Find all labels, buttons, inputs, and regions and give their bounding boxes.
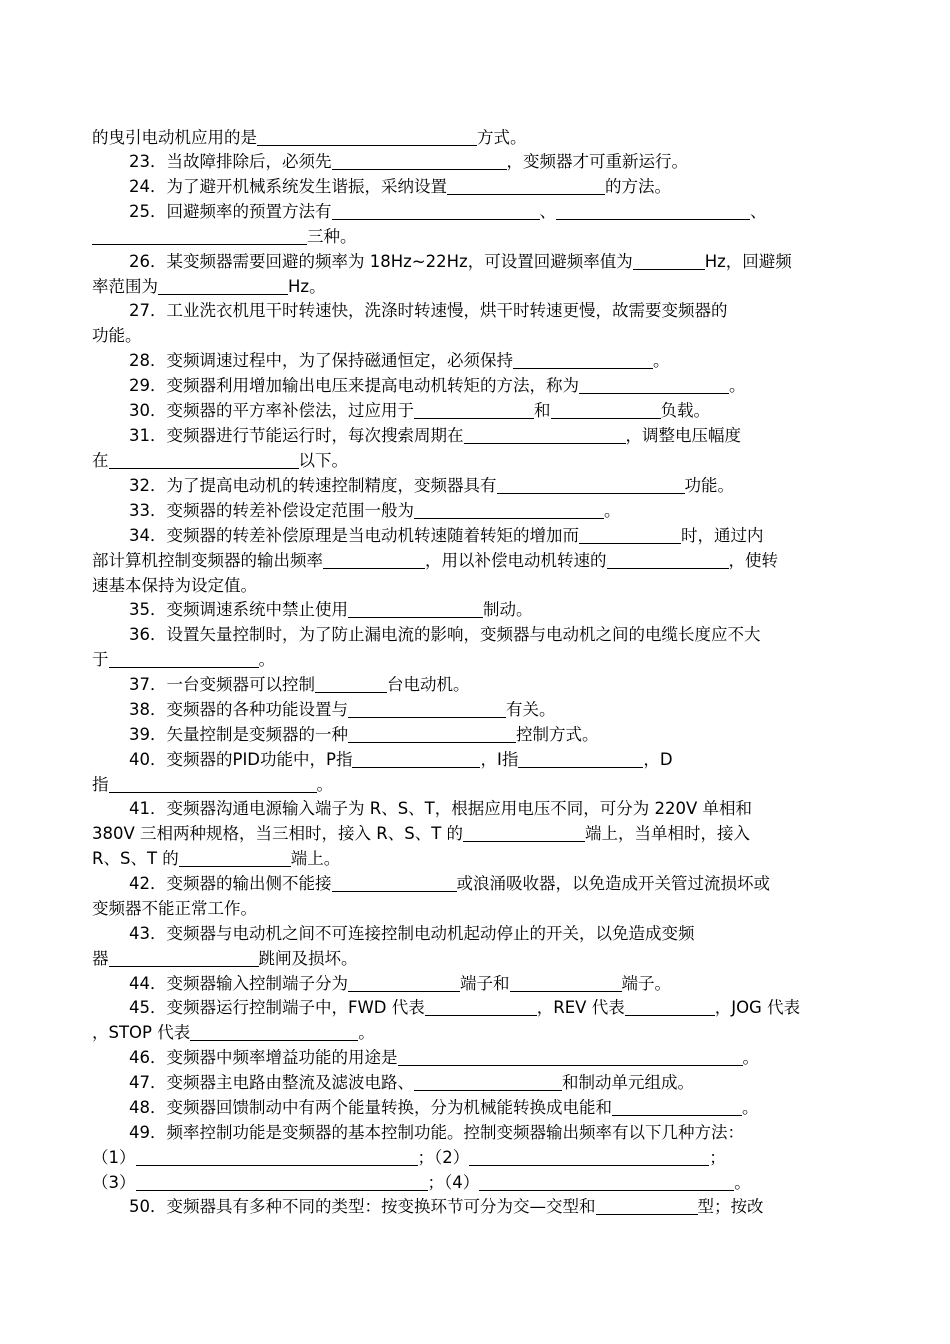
line-text: 变频器不能正常工作。 <box>92 899 257 918</box>
text-line <box>92 574 257 598</box>
fill-in-blank[interactable] <box>414 1072 562 1091</box>
text-line <box>92 947 358 971</box>
fill-in-blank[interactable] <box>479 1172 734 1191</box>
line-text: 46．变频器中频率增益功能的用途是 <box>129 1048 398 1067</box>
text-line <box>92 275 326 299</box>
text-line <box>92 822 750 846</box>
line-text: 型；按改 <box>697 1197 764 1216</box>
fill-in-blank[interactable] <box>612 1097 742 1116</box>
text-line <box>92 773 333 797</box>
fill-in-blank[interactable] <box>92 226 307 245</box>
line-text: 、 <box>750 202 767 221</box>
fill-in-blank[interactable] <box>596 1196 698 1215</box>
text-line <box>129 200 767 224</box>
line-text: ，用以补偿电动机转速的 <box>425 551 607 570</box>
text-line <box>129 797 752 821</box>
line-text: 34．变频器的转差补偿原理是当电动机转速随着转矩的增加而 <box>129 526 579 545</box>
text-line <box>129 349 670 373</box>
line-text: 功能。 <box>92 326 142 345</box>
text-line <box>129 598 533 622</box>
text-line <box>129 996 800 1020</box>
fill-in-blank[interactable] <box>607 550 729 569</box>
text-line <box>129 1096 759 1120</box>
line-text: ；（2） <box>417 1148 470 1167</box>
text-line <box>92 847 340 871</box>
fill-in-blank[interactable] <box>332 151 507 170</box>
fill-in-blank[interactable] <box>352 749 480 768</box>
line-text: 。 <box>729 376 746 395</box>
text-line <box>129 424 741 448</box>
fill-in-blank[interactable] <box>513 350 653 369</box>
text-line <box>129 1121 744 1145</box>
line-text: 。 <box>258 650 275 669</box>
line-text: 380V 三相两种规格，当三相时，接入 R、S、T 的 <box>92 824 464 843</box>
line-text: 速基本保持为设定值。 <box>92 576 257 595</box>
line-text: 率范围为 <box>92 277 158 296</box>
text-line <box>92 1146 726 1170</box>
fill-in-blank[interactable] <box>579 375 729 394</box>
text-line <box>92 225 357 249</box>
text-line <box>129 474 734 498</box>
line-text: 部计算机控制变频器的输出频率 <box>92 551 323 570</box>
fill-in-blank[interactable] <box>447 176 605 195</box>
line-text: 32．为了提高电动机的转速控制精度，变频器具有 <box>129 476 497 495</box>
line-text: 。 <box>742 1048 759 1067</box>
line-text: 41．变频器沟通电源输入端子为 R、S、T，根据应用电压不同，可分为 220V 单相和 <box>129 799 753 818</box>
line-text: 28．变频调速过程中，为了保持磁通恒定，必须保持 <box>129 351 513 370</box>
text-line <box>129 524 764 548</box>
text-line <box>92 126 527 150</box>
fill-in-blank[interactable] <box>136 1147 418 1166</box>
line-text: 50．变频器具有多种不同的类型：按变换环节可分为交—交型和 <box>129 1197 596 1216</box>
line-text: 的曳引电动机应用的是 <box>92 128 257 147</box>
line-text: 27．工业洗衣机甩干时转速快，洗涤时转速慢，烘干时转速更慢，故需要变频器的 <box>129 301 728 320</box>
line-text: （3） <box>92 1173 136 1192</box>
fill-in-blank[interactable] <box>257 127 477 146</box>
text-line <box>92 1021 375 1045</box>
fill-in-blank[interactable] <box>633 251 705 270</box>
text-line <box>129 673 470 697</box>
line-text: 台电动机。 <box>387 675 470 694</box>
line-text: Hz，回避频 <box>704 252 792 271</box>
line-text: 29．变频器利用增加输出电压来提高电动机转矩的方法，称为 <box>129 376 579 395</box>
fill-in-blank[interactable] <box>551 400 661 419</box>
line-text: 31．变频器进行节能运行时，每次搜索周期在 <box>129 426 464 445</box>
line-text: ；（4） <box>427 1173 480 1192</box>
line-text: ，STOP 代表 <box>92 1023 191 1042</box>
line-text: 于 <box>92 650 109 669</box>
line-text: 方式。 <box>477 128 527 147</box>
line-text: 。 <box>653 351 670 370</box>
line-text: 。 <box>358 1023 375 1042</box>
line-text: （1） <box>92 1148 136 1167</box>
text-line <box>129 1046 759 1070</box>
fill-in-blank[interactable] <box>414 400 534 419</box>
text-line <box>129 1195 764 1219</box>
text-line <box>129 150 688 174</box>
fill-in-blank[interactable] <box>497 475 685 494</box>
fill-in-blank[interactable] <box>518 749 643 768</box>
text-line <box>129 623 761 647</box>
line-text: 端子。 <box>621 974 671 993</box>
fill-in-blank[interactable] <box>109 450 299 469</box>
line-text: 或浪涌吸收器，以免造成开关管过流损坏或 <box>456 874 770 893</box>
line-text: ，JOG 代表 <box>714 998 801 1017</box>
text-line <box>129 698 556 722</box>
line-text: ，使转 <box>728 551 778 570</box>
line-text: 有关。 <box>506 700 556 719</box>
fill-in-blank[interactable] <box>136 1172 428 1191</box>
line-text: 40．变频器的PID功能中，P指 <box>129 750 353 769</box>
line-text: 42．变频器的输出侧不能接 <box>129 874 332 893</box>
line-text: 。 <box>734 1173 751 1192</box>
line-text: 跳闸及损坏。 <box>258 949 358 968</box>
text-line <box>92 648 275 672</box>
line-text: Hz。 <box>288 277 326 296</box>
fill-in-blank[interactable] <box>323 550 425 569</box>
fill-in-blank[interactable] <box>332 873 457 892</box>
line-text: ，D <box>643 750 673 769</box>
line-text: ，变频器才可重新运行。 <box>506 152 688 171</box>
fill-in-blank[interactable] <box>556 201 750 220</box>
line-text: 在 <box>92 451 109 470</box>
line-text: 控制方式。 <box>516 725 599 744</box>
text-line <box>92 324 142 348</box>
fill-in-blank[interactable] <box>348 699 506 718</box>
line-text: R、S、T 的 <box>92 849 179 868</box>
fill-in-blank[interactable] <box>190 1022 358 1041</box>
line-text: 功能。 <box>684 476 734 495</box>
line-text: 。 <box>742 1098 759 1117</box>
text-line <box>129 972 671 996</box>
line-text: 47．变频器主电路由整流及滤波电路、 <box>129 1073 414 1092</box>
fill-in-blank[interactable] <box>510 973 622 992</box>
line-text: 23．当故障排除后，必须先 <box>129 152 332 171</box>
text-line <box>129 872 770 896</box>
text-line <box>129 250 792 274</box>
line-text: 器 <box>92 949 109 968</box>
text-line <box>92 549 778 573</box>
text-line <box>92 1171 751 1195</box>
line-text: 和 <box>534 401 551 420</box>
line-text: 26．某变频器需要回避的频率为 18Hz~22Hz，可设置回避频率值为 <box>129 252 633 271</box>
line-text: 端子和 <box>460 974 510 993</box>
line-text: 43．变频器与电动机之间不可连接控制电动机起动停止的开关，以免造成变频 <box>129 924 695 943</box>
line-text: 35．变频调速系统中禁止使用 <box>129 600 348 619</box>
text-line <box>129 922 695 946</box>
text-line <box>129 748 673 772</box>
fill-in-blank[interactable] <box>158 276 288 295</box>
line-text: ，REV 代表 <box>536 998 625 1017</box>
fill-in-blank[interactable] <box>332 201 540 220</box>
line-text: 以下。 <box>298 451 348 470</box>
line-text: 44．变频器输入控制端子分为 <box>129 974 348 993</box>
text-line <box>129 175 671 199</box>
fill-in-blank[interactable] <box>469 1147 709 1166</box>
fill-in-blank[interactable] <box>463 823 585 842</box>
line-text: ，I指 <box>480 750 519 769</box>
text-line <box>129 723 599 747</box>
line-text: 33．变频器的转差补偿设定范围一般为 <box>129 501 414 520</box>
line-text: 端上，当单相时，接入 <box>585 824 751 843</box>
line-text: 。 <box>604 501 621 520</box>
line-text: ； <box>709 1148 726 1167</box>
line-text: 30．变频器的平方率补偿法，过应用于 <box>129 401 414 420</box>
line-text: 制动。 <box>483 600 533 619</box>
line-text: ，调整电压幅度 <box>625 426 741 445</box>
line-text: 39．矢量控制是变频器的一种 <box>129 725 348 744</box>
fill-in-blank[interactable] <box>109 774 317 793</box>
fill-in-blank[interactable] <box>398 1047 743 1066</box>
line-text: 。 <box>316 775 333 794</box>
fill-in-blank[interactable] <box>579 525 681 544</box>
line-text: 和制动单元组成。 <box>562 1073 694 1092</box>
fill-in-blank[interactable] <box>625 997 715 1016</box>
text-line <box>129 299 728 323</box>
fill-in-blank[interactable] <box>425 997 537 1016</box>
line-text: 负载。 <box>660 401 710 420</box>
line-text: 、 <box>539 202 556 221</box>
line-text: 的方法。 <box>605 177 671 196</box>
fill-in-blank[interactable] <box>109 948 259 967</box>
line-text: 37．一台变频器可以控制 <box>129 675 315 694</box>
line-text: 45．变频器运行控制端子中，FWD 代表 <box>129 998 425 1017</box>
text-line <box>129 1071 694 1095</box>
text-line <box>92 897 257 921</box>
text-line <box>129 399 710 423</box>
fill-in-blank[interactable] <box>348 724 516 743</box>
text-line <box>92 449 348 473</box>
fill-in-blank[interactable] <box>109 649 259 668</box>
line-text: 三种。 <box>307 227 357 246</box>
line-text: 48．变频器回馈制动中有两个能量转换，分为机械能转换成电能和 <box>129 1098 612 1117</box>
line-text: 指 <box>92 775 109 794</box>
fill-in-blank[interactable] <box>464 425 626 444</box>
fill-in-blank[interactable] <box>348 973 460 992</box>
fill-in-blank[interactable] <box>315 674 387 693</box>
text-line <box>129 374 746 398</box>
line-text: 端上。 <box>290 849 341 868</box>
line-text: 49．频率控制功能是变频器的基本控制功能。控制变频器输出频率有以下几种方法： <box>129 1123 744 1142</box>
line-text: 25．回避频率的预置方法有 <box>129 202 332 221</box>
fill-in-blank[interactable] <box>348 599 483 618</box>
fill-in-blank[interactable] <box>179 848 291 867</box>
line-text: 24．为了避开机械系统发生谐振，采纳设置 <box>129 177 447 196</box>
line-text: 38．变频器的各种功能设置与 <box>129 700 348 719</box>
fill-in-blank[interactable] <box>414 500 604 519</box>
text-line <box>129 499 621 523</box>
line-text: 36．设置矢量控制时，为了防止漏电流的影响，变频器与电动机之间的电缆长度应不大 <box>129 625 761 644</box>
line-text: 时，通过内 <box>681 526 764 545</box>
